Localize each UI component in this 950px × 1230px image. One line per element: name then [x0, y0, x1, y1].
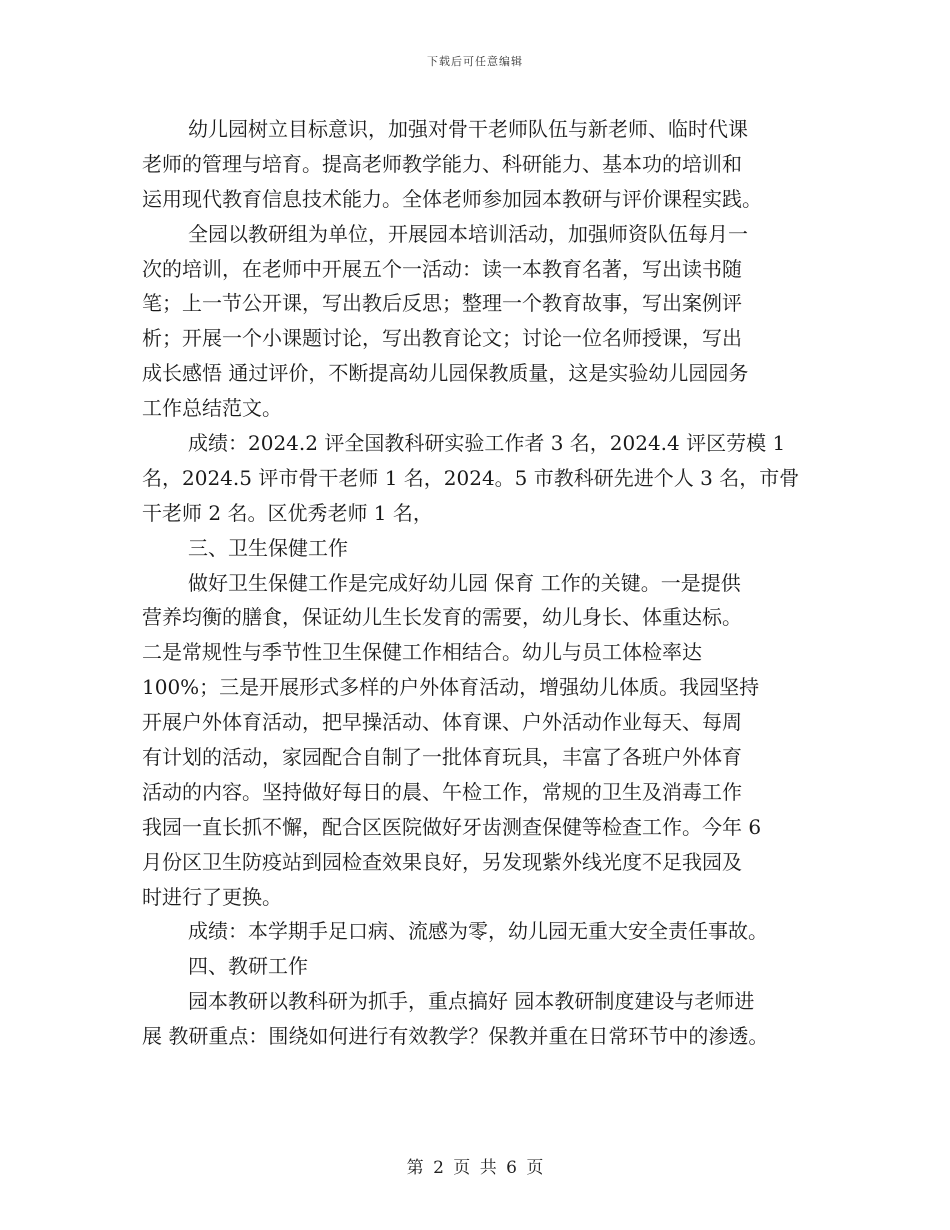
text-line: 做好卫生保健工作是完成好幼儿园 保育 工作的关键。一是提供	[188, 570, 741, 595]
text-line: 干老师 2 名。区优秀老师 1 名，	[142, 500, 433, 525]
text-line: 次的培训，在老师中开展五个一活动：读一本教育名著，写出读书随	[142, 256, 742, 281]
text-line: 析；开展一个小课题讨论，写出教育论文；讨论一位名师授课，写出	[142, 326, 742, 351]
text-line: 活动的内容。坚持做好每日的晨、午检工作，常规的卫生及消毒工作	[142, 779, 742, 804]
document-body	[142, 112, 818, 1054]
text-line: 名，2024.5 评市骨干老师 1 名，2024。5 市教科研先进个人 3 名，市骨	[142, 465, 800, 490]
text-line: 二是常规性与季节性卫生保健工作相结合。幼儿与员工体检率达	[142, 640, 702, 665]
text-line: 运用现代教育信息技术能力。全体老师参加园本教研与评价课程实践。	[142, 186, 762, 211]
text-line: 工作总结范文。	[142, 396, 282, 421]
text-line: 营养均衡的膳食，保证幼儿生长发育的需要，幼儿身长、体重达标。	[142, 605, 742, 630]
text-line: 开展户外体育活动，把早操活动、体育课、户外活动作业每天、每周	[142, 710, 742, 735]
text-line: 展 教研重点：围绕如何进行有效教学？保教并重在日常环节中的渗透。	[142, 1024, 769, 1049]
text-line: 园本教研以教科研为抓手，重点搞好 园本教研制度建设与老师进	[188, 989, 755, 1014]
text-line: 笔；上一节公开课，写出教后反思；整理一个教育故事，写出案例评	[142, 291, 742, 316]
text-line: 100%；三是开展形式多样的户外体育活动，增强幼儿体质。我园坚持	[142, 675, 760, 700]
section-heading: 三、卫生保健工作	[188, 535, 348, 560]
text-line: 成长感悟 通过评价，不断提高幼儿园保教质量，这是实验幼儿园园务	[142, 361, 749, 386]
text-line: 我园一直长抓不懈，配合区医院做好牙齿测查保健等检查工作。今年 6	[142, 814, 762, 839]
page-header-note: 下载后可任意编辑	[427, 55, 523, 68]
text-line: 月份区卫生防疫站到园检查效果良好，另发现紫外线光度不足我园及	[142, 849, 742, 874]
text-line: 老师的管理与培育。提高老师教学能力、科研能力、基本功的培训和	[142, 151, 742, 176]
text-line: 有计划的活动，家园配合自制了一批体育玩具，丰富了各班户外体育	[142, 745, 742, 770]
text-line: 全园以教研组为单位，开展园本培训活动，加强师资队伍每月一	[188, 221, 748, 246]
page-number: 第 2 页 共 6 页	[406, 1158, 544, 1178]
text-line: 成绩：本学期手足口病、流感为零，幼儿园无重大安全责任事故。	[188, 919, 768, 944]
section-heading: 四、教研工作	[188, 954, 308, 979]
text-line: 幼儿园树立目标意识，加强对骨干老师队伍与新老师、临时代课	[188, 117, 748, 141]
text-line: 成绩：2024.2 评全国教科研实验工作者 3 名，2024.4 评区劳模 1	[188, 431, 786, 456]
text-line: 时进行了更换。	[142, 884, 282, 909]
